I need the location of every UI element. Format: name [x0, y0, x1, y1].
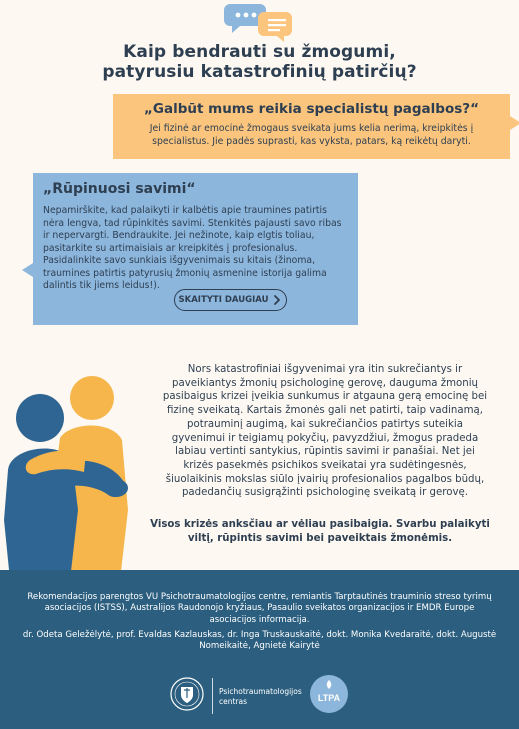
- closing-statement: Visos krizės anksčiau ar vėliau pasibaigia. Svarbu palaikyti viltį, rūpintis savimi bei paveiktais žmonėmis.: [150, 519, 490, 544]
- self-care-bubble: [33, 173, 358, 325]
- logo-divider: [212, 678, 213, 714]
- bubble-tail: [510, 116, 519, 130]
- specialist-help-heading: „Galbūt mums reikia specialistų pagalbos?“: [144, 101, 479, 117]
- main-paragraph: Nors katastrofiniai išgyvenimai yra itin sukrečiantys ir paveikiantys žmonių psichologinę gerovę, dauguma žmonių pasibaigus krizei įveikia sunkumus ir atgauna gerą emocinę bei fizinę sveikatą. Kartais žmonės gali net patirti, taip vadinamą, potrauminį augimą, kai sukrečiančios patirtys suteikia gyvenimui ir teigiamų pokyčių, pavyzdžiui, žmogus pradeda labiau vertinti santykius, rūpintis savimi ir panašiai. Net jei krizės pasekmės psichikos sveikatai yra sudėtingesnės, šiuolaikinis mokslas siūlo įvairių profesionalios pagalbos būdų, padedančių susigrąžinti psichologinę sveikatą ir gerovę.: [162, 364, 488, 499]
- center-name-line-1: Psichotraumatologijos: [219, 687, 302, 696]
- center-name: [219, 687, 302, 706]
- read-more-button[interactable]: [174, 289, 287, 311]
- specialist-help-text: Jei fizinė ar emocinė žmogaus sveikata jums kelia nerimą, kreipkitės į specialistus. Jie padės suprasti, kas vyksta, patars, ką reikėtų daryti.: [149, 123, 474, 147]
- ltpa-label: LTPA: [317, 693, 341, 703]
- footer: [0, 570, 519, 729]
- self-care-heading: „Rūpinuosi savimi“: [43, 181, 196, 197]
- self-care-text: Nepamirškite, kad palaikyti ir kalbėtis apie traumines patirtis nėra lengva, tad rūpinkitės savimi. Stenkitės pajausti savo ribas ir nepervargti. Bendraukite. Jei nežinote, kaip elgtis toliau, pasitarkite su artimaisiais ar kreipkitės į profesionalus. Pasidalinkite savo sunkiais išgyvenimais su kitais (žinoma, traumines patirtis patyrusių žmonių asmenine istorija galima dalintis tik jiems leidus!).: [43, 205, 342, 291]
- bubble-tail: [22, 263, 33, 277]
- center-name-line-2: centras: [219, 696, 248, 706]
- ltpa-logo: [309, 674, 349, 714]
- read-more-label: SKAITYTI DAUGIAU: [178, 295, 269, 305]
- chevron-right-icon: [272, 295, 282, 305]
- footer-recommendation: Rekomendacijos parengtos VU Psichotraumatologijos centre, remiantis Tarptautinės trauminio streso tyrimų asociacijos (ISTSS), Australijos Raudonojo kryžiaus, Pasaulio sveikatos organizacijos ir EMDR Europe asociacijos informacija.: [27, 592, 492, 625]
- page-title: [0, 42, 519, 82]
- chat-bubbles-icon: [224, 0, 296, 44]
- footer-authors: dr. Odeta Geležėlytė, prof. Evaldas Kazlauskas, dr. Inga Truskauskaitė, dokt. Monika Kvedaraitė, dokt. Augustė Nomeikaitė, Agnietė Kairytė: [22, 630, 497, 652]
- specialist-help-bubble: [113, 94, 510, 159]
- vu-crest-logo: [168, 674, 206, 718]
- title-line-2: patyrusiu katastrofinių patirčių?: [102, 62, 417, 82]
- hugging-people-illustration: [0, 360, 160, 580]
- title-line-1: Kaip bendrauti su žmogumi,: [123, 42, 396, 62]
